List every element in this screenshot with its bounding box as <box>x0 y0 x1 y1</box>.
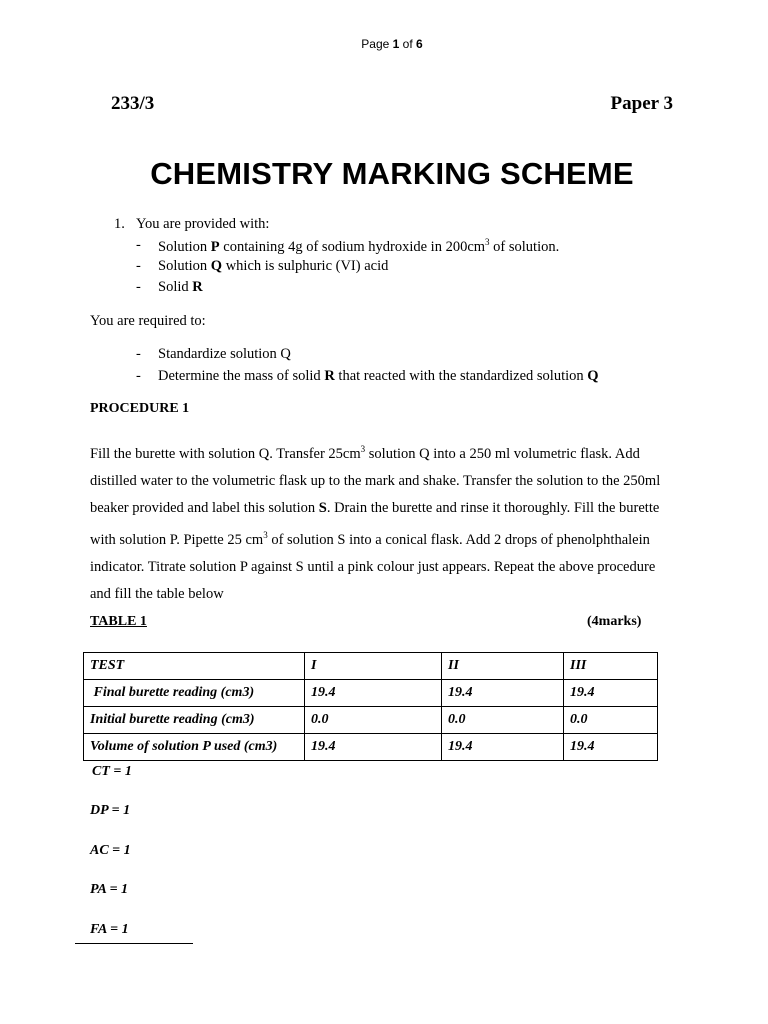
table-cell: 19.4 <box>442 734 564 761</box>
table-cell: 19.4 <box>442 680 564 707</box>
page-number-of: of <box>399 37 417 51</box>
paper-number: Paper 3 <box>610 93 673 114</box>
procedure-line: and fill the table below <box>90 585 224 602</box>
required-intro: You are required to: <box>90 313 206 329</box>
table-cell: 0.0 <box>442 707 564 734</box>
procedure-line: Fill the burette with solution Q. Transfer $25cm^3$ solution Q into a 250 ml volumetric flask. Add <box>90 444 640 462</box>
table-cell: 19.4 <box>305 680 442 707</box>
table-row <box>84 680 658 707</box>
page-number <box>0 37 768 51</box>
table-row <box>84 734 658 761</box>
procedure-line: with solution P. Pipette 25 $cm^3$ of solution S into a conical flask. Add 2 drops of phenolphthalein <box>90 529 650 548</box>
table-label: TABLE 1 <box>90 614 147 629</box>
table-header-cell: III <box>564 653 658 680</box>
page-title: CHEMISTRY MARKING SCHEME <box>150 156 634 191</box>
question-number: 1. <box>114 216 125 232</box>
table-cell: 0.0 <box>305 707 442 734</box>
table-header-cell: II <box>442 653 564 680</box>
table-cell: 19.4 <box>564 734 658 761</box>
table-row <box>84 707 658 734</box>
table-cell: 0.0 <box>564 707 658 734</box>
table-cell: Initial burette reading (cm3) <box>84 707 305 734</box>
marking-note: CT = 1 <box>92 764 132 779</box>
page-number-current: 1 <box>392 37 400 51</box>
marking-note: FA = 1 <box>90 922 129 937</box>
page-number-total: 6 <box>416 37 423 51</box>
table-cell: Volume of solution P used (cm3) <box>84 734 305 761</box>
table-marks: (4marks) <box>587 614 642 629</box>
paper-code: 233/3 <box>111 93 155 114</box>
marking-note: AC = 1 <box>90 843 131 858</box>
marking-note: DP = 1 <box>90 803 131 818</box>
table-cell: 19.4 <box>305 734 442 761</box>
divider-line <box>75 943 193 944</box>
procedure-text <box>90 436 700 608</box>
results-table <box>83 652 658 761</box>
table-header-cell: I <box>305 653 442 680</box>
marking-note: PA = 1 <box>90 882 129 897</box>
page-number-prefix: Page <box>361 37 393 51</box>
question-intro: You are provided with: <box>136 216 270 232</box>
procedure-line: indicator. Titrate solution P against S until a pink colour just appears. Repeat the above procedure <box>90 558 656 575</box>
procedure-line: beaker provided and label this solution S. Drain the burette and rinse it thoroughly. Fill the burette <box>90 499 660 516</box>
table-cell: Final burette reading (cm3) <box>84 680 305 707</box>
table-header-row <box>84 653 658 680</box>
procedure-heading: PROCEDURE 1 <box>90 401 190 416</box>
procedure-line: distilled water to the volumetric flask up to the mark and shake. Transfer the solution to the 250ml <box>90 472 661 489</box>
table-header-cell: TEST <box>84 653 305 680</box>
table-cell: 19.4 <box>564 680 658 707</box>
